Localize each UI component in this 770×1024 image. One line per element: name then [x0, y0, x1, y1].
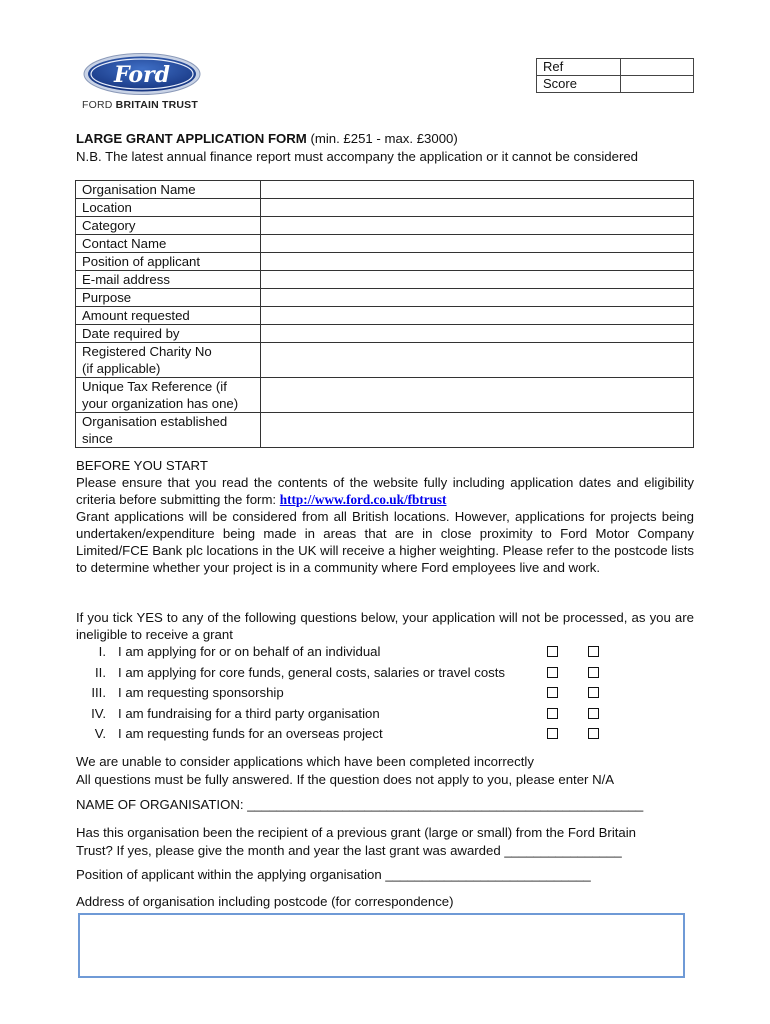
info-row-label: Date required by: [76, 325, 261, 343]
yes-checkbox[interactable]: [547, 728, 558, 739]
info-row-label: Contact Name: [76, 235, 261, 253]
info-row-label: Position of applicant: [76, 253, 261, 271]
question-row: III. I am requesting sponsorship: [76, 684, 616, 705]
ford-oval-icon: [82, 52, 202, 96]
info-row-value[interactable]: [261, 199, 694, 217]
info-row: [76, 199, 694, 217]
info-row-value[interactable]: [261, 343, 694, 378]
score-value[interactable]: [621, 76, 694, 93]
info-row: [76, 271, 694, 289]
ford-britain-trust-logo: [82, 52, 222, 111]
info-row: [76, 181, 694, 199]
fbtrust-link[interactable]: http://www.ford.co.uk/fbtrust: [279, 492, 447, 507]
yes-checkbox[interactable]: [547, 646, 558, 657]
info-row-label: Organisation Name: [76, 181, 261, 199]
logo-subtitle: FORD BRITAIN TRUST: [82, 99, 198, 111]
answer-all-note: All questions must be fully answered. If the question does not apply to you, please enter N/A: [76, 772, 615, 787]
info-row: [76, 325, 694, 343]
info-row-value[interactable]: [261, 217, 694, 235]
no-checkbox[interactable]: [588, 646, 599, 657]
info-row: [76, 253, 694, 271]
info-row-label: Organisation established since: [76, 413, 261, 448]
info-row-value[interactable]: [261, 325, 694, 343]
yes-checkbox[interactable]: [547, 687, 558, 698]
info-row: [76, 289, 694, 307]
info-row-label: Location: [76, 199, 261, 217]
info-row-value[interactable]: [261, 289, 694, 307]
logo-wordmark: Ford: [113, 62, 171, 88]
ref-score-box: [536, 58, 694, 93]
info-row-label: Category: [76, 217, 261, 235]
before-you-start-section: [76, 457, 694, 576]
info-row-value[interactable]: [261, 253, 694, 271]
info-row: [76, 343, 694, 378]
question-row: IV. I am fundraising for a third party organisation: [76, 705, 616, 726]
unable-note: We are unable to consider applications which have been completed incorrectly: [76, 754, 534, 769]
info-row: [76, 217, 694, 235]
info-row-value[interactable]: [261, 413, 694, 448]
ref-value[interactable]: [621, 59, 694, 76]
info-row-label: Unique Tax Reference (if your organization has one): [76, 378, 261, 413]
question-row: V. I am requesting funds for an overseas project: [76, 725, 616, 746]
info-row-label: Registered Charity No (if applicable): [76, 343, 261, 378]
info-row-label: Purpose: [76, 289, 261, 307]
question-row: I. I am applying for or on behalf of an individual: [76, 643, 616, 664]
no-checkbox[interactable]: [588, 708, 599, 719]
info-row-value[interactable]: [261, 271, 694, 289]
info-row-label: E-mail address: [76, 271, 261, 289]
info-row-value[interactable]: [261, 378, 694, 413]
before-paragraph-2: Grant applications will be considered from all British locations. However, applications for projects being undertaken/expenditure being made in areas that are in close proximity to Ford Motor Company Limited/FCE Bank plc locations in the UK will receive a higher weighting. Please refer to the postcode lists to determine whether your project is in a community where Ford employees live and work.: [76, 509, 694, 575]
info-row-value[interactable]: [261, 235, 694, 253]
no-checkbox[interactable]: [588, 728, 599, 739]
ref-label: Ref: [537, 59, 621, 76]
info-row-value[interactable]: [261, 307, 694, 325]
previous-grant-date-field[interactable]: Trust? If yes, please give the month and year the last grant was awarded ________________: [76, 843, 622, 858]
info-row: [76, 413, 694, 448]
form-title: LARGE GRANT APPLICATION FORM (min. £251 - max. £3000): [76, 131, 458, 146]
score-label: Score: [537, 76, 621, 93]
no-checkbox[interactable]: [588, 687, 599, 698]
info-row: [76, 235, 694, 253]
address-input-box[interactable]: [78, 913, 685, 978]
address-label: Address of organisation including postcode (for correspondence): [76, 894, 454, 909]
yes-checkbox[interactable]: [547, 708, 558, 719]
yes-checkbox[interactable]: [547, 667, 558, 678]
organisation-name-field[interactable]: NAME OF ORGANISATION: ______________________________________________________: [76, 797, 644, 812]
before-paragraph-1: Please ensure that you read the contents of the website fully including application dates and eligibility criteria before submitting the form: http://www.ford.co.uk/fbtrust: [76, 475, 694, 507]
info-row: [76, 307, 694, 325]
no-checkbox[interactable]: [588, 667, 599, 678]
question-row: II. I am applying for core funds, general costs, salaries or travel costs: [76, 664, 616, 685]
previous-grant-question: Has this organisation been the recipient of a previous grant (large or small) from the Ford Britain: [76, 825, 637, 840]
finance-report-note: N.B. The latest annual finance report must accompany the application or it cannot be considered: [76, 149, 639, 164]
before-heading: BEFORE YOU START: [76, 458, 208, 473]
info-row-label: Amount requested: [76, 307, 261, 325]
applicant-position-field[interactable]: Position of applicant within the applying organisation ____________________________: [76, 867, 591, 882]
questions-intro: If you tick YES to any of the following questions below, your application will not be processed, as you are ineligible to receive a grant: [76, 610, 694, 642]
eligibility-questions: [76, 643, 616, 746]
info-row-value[interactable]: [261, 181, 694, 199]
info-row: [76, 378, 694, 413]
applicant-info-table: [75, 180, 694, 448]
